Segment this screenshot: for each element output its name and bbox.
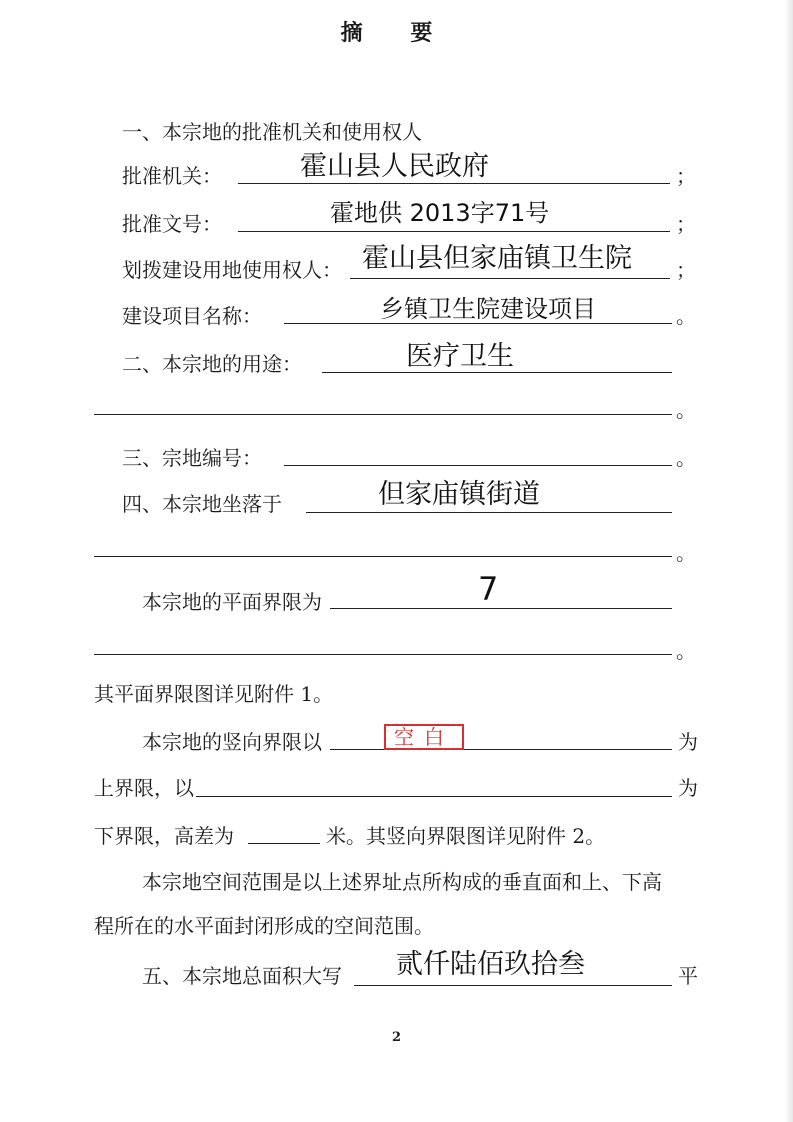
land-user-end: ；	[676, 258, 696, 282]
location-line-2	[94, 556, 672, 557]
approval-authority-label: 批准机关：	[122, 164, 222, 188]
location-line	[306, 512, 672, 513]
plane-boundary-line-2	[94, 654, 672, 655]
total-area-label: 五、本宗地总面积大写	[142, 964, 342, 988]
space-range-line1: 本宗地空间范围是以上述界址点所构成的垂直面和上、下高	[142, 870, 662, 894]
space-range-line2: 程所在的水平面封闭形成的空间范围。	[94, 914, 434, 938]
parcel-number-line	[284, 465, 672, 466]
land-user-label: 划拨建设用地使用权人：	[122, 258, 342, 282]
plane-boundary-line	[330, 608, 672, 609]
total-area-value: 贰仟陆佰玖拾叁	[396, 949, 585, 980]
lower-boundary-end: 为	[678, 776, 698, 800]
parcel-number-end: 。	[676, 446, 696, 470]
plane-boundary-note: 其平面界限图详见附件 1。	[94, 682, 334, 706]
vertical-boundary-upper-end: 为	[678, 730, 698, 754]
total-area-end: 平	[678, 964, 698, 988]
vertical-boundary-line	[330, 749, 672, 750]
project-name-value: 乡镇卫生院建设项目	[380, 295, 596, 323]
land-user-value: 霍山县但家庙镇卫生院	[362, 243, 632, 274]
vertical-boundary-label: 本宗地的竖向界限以	[142, 730, 322, 754]
usage-value: 医疗卫生	[406, 341, 514, 372]
usage-line	[322, 372, 672, 373]
location-value: 但家庙镇街道	[378, 479, 540, 510]
plane-boundary-end: 。	[676, 639, 696, 663]
approval-authority-end: ；	[676, 164, 696, 188]
location-label: 四、本宗地坐落于	[122, 492, 282, 516]
usage-end: 。	[676, 398, 696, 422]
plane-boundary-label: 本宗地的平面界限为	[142, 590, 322, 614]
approval-authority-line	[238, 183, 670, 184]
usage-label: 二、本宗地的用途：	[122, 352, 302, 376]
approval-doc-end: ；	[676, 212, 696, 236]
approval-doc-label: 批准文号：	[122, 212, 222, 236]
total-area-line	[354, 985, 672, 986]
approval-doc-value: 霍地供 2013字71号	[330, 199, 550, 227]
land-user-line	[350, 278, 670, 279]
page-edge-shadow	[785, 0, 793, 1122]
approval-doc-line	[238, 231, 670, 232]
parcel-number-label: 三、宗地编号：	[122, 446, 262, 470]
height-diff-prefix: 下界限，高差为	[94, 824, 234, 848]
height-diff-suffix: 米。其竖向界限图详见附件 2。	[326, 824, 606, 848]
page-title: 摘 要	[340, 20, 453, 46]
section1-heading: 一、本宗地的批准机关和使用权人	[122, 120, 422, 144]
blank-stamp: 空白	[384, 724, 464, 750]
lower-boundary-line	[196, 796, 672, 797]
upper-boundary-label: 上界限，以	[94, 776, 194, 800]
project-name-end: 。	[676, 304, 696, 328]
plane-boundary-value: 7	[478, 570, 499, 608]
location-end: 。	[676, 541, 696, 565]
height-diff-line	[248, 843, 320, 844]
approval-authority-value: 霍山县人民政府	[300, 151, 489, 182]
usage-line-2	[94, 414, 672, 415]
page-number: 2	[391, 1030, 402, 1045]
project-name-label: 建设项目名称：	[122, 304, 262, 328]
